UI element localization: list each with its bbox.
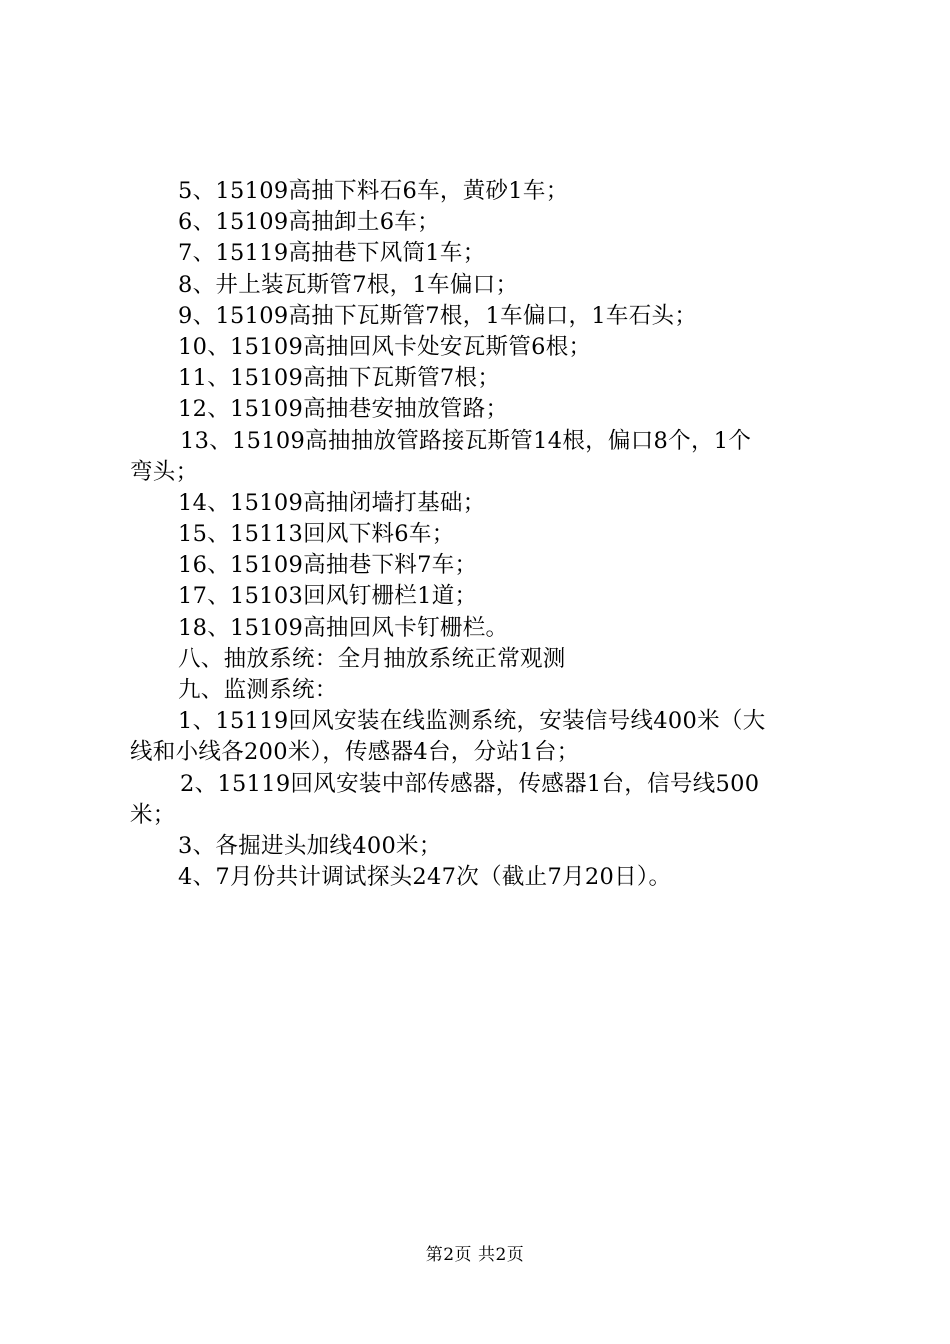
text-line: 9、15109高抽下瓦斯管7根，1车偏口，1车石头； bbox=[178, 302, 698, 329]
text-line: 6、15109高抽卸土6车； bbox=[178, 209, 440, 236]
text-line: 8、井上装瓦斯管7根，1车偏口； bbox=[178, 271, 519, 298]
text-line: 5、15109高抽下料石6车，黄砂1车； bbox=[178, 178, 569, 204]
text-line: 2、15119回风安装中部传感器，传感器1台，信号线500 bbox=[180, 770, 760, 797]
text-line: 13、15109高抽抽放管路接瓦斯管14根，偏口8个，1个 bbox=[180, 427, 752, 454]
text-line: 16、15109高抽巷下料7车； bbox=[178, 552, 478, 579]
document-body bbox=[130, 176, 832, 893]
text-line: 3、各掘进头加线400米； bbox=[178, 832, 442, 859]
text-line: 12、15109高抽巷安抽放管路； bbox=[178, 396, 509, 423]
text-line-continuation: 弯头； bbox=[130, 458, 199, 485]
text-line: 7、15119高抽巷下风筒1车； bbox=[178, 240, 486, 267]
text-line-continuation: 线和小线各200米），传感器4台，分站1台； bbox=[130, 739, 580, 766]
text-line: 15、15113回风下料6车； bbox=[178, 521, 455, 548]
text-line: 10、15109高抽回风卡处安瓦斯管6根； bbox=[178, 333, 592, 360]
page-footer: 第2页 共2页 bbox=[425, 1245, 525, 1265]
text-line: 4、7月份共计调试探头247次（截止7月20日）。 bbox=[178, 864, 672, 891]
text-line: 17、15103回风钉栅栏1道； bbox=[178, 583, 478, 610]
text-line-continuation: 米； bbox=[130, 801, 176, 828]
section-heading: 八、抽放系统：全月抽放系统正常观测 bbox=[178, 645, 566, 672]
text-line: 1、15119回风安装在线监测系统，安装信号线400米（大 bbox=[178, 708, 766, 735]
text-line: 18、15109高抽回风卡钉栅栏。 bbox=[178, 614, 509, 641]
section-heading: 九、监测系统： bbox=[178, 677, 338, 703]
text-line: 14、15109高抽闭墙打基础； bbox=[178, 489, 486, 516]
text-line: 11、15109高抽下瓦斯管7根； bbox=[178, 365, 501, 392]
